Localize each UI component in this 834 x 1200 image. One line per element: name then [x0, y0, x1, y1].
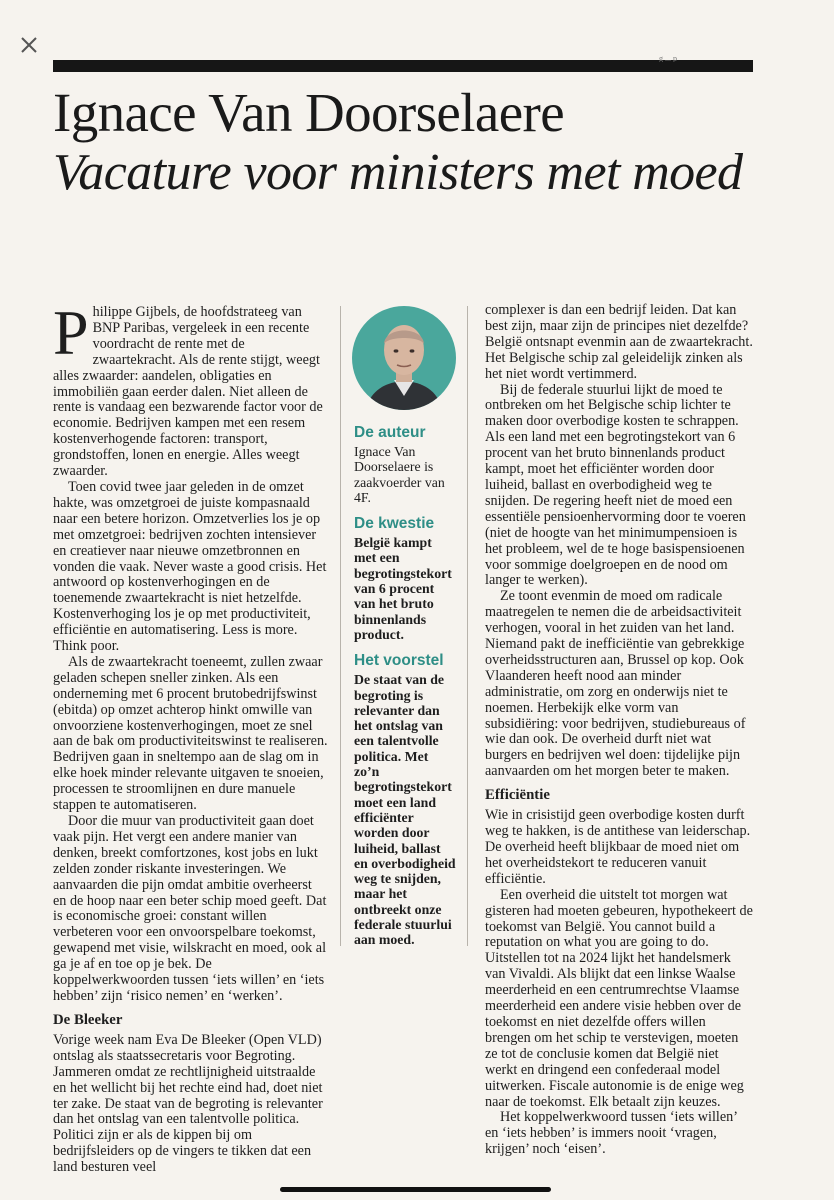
paragraph: Philippe Gijbels, de hoofdstrateeg van BNP Paribas, vergeleek in een recente voordracht de rente met de zwaartekracht. Als de rente stijgt, weegt alles zwaarder: aandelen, obligaties en immobiliën gaan eerder dalen. Niet alleen de rente is vandaag een bezwarende factor voor de economie. Bedrijven kampen met een resem kostenverhogende factoren: transport, grondstoffen, lonen en energie. Alles weegt zwaarder.	[53, 297, 323, 480]
paragraph: Door die muur van productiviteit gaan doet vaak pijn. Het vergt een andere manier van denken, breekt comfortzones, kost jobs en lukt zelden zonder riskante investeringen. We aanvaarden die pijn omdat ambitie overheerst en de hoop naar een beter schip moed geeft. Dat is economische groei: constant willen verbeteren voor een onvoorspelbare toekomst, gewapend met visie, wilskracht en moed, ook al ga je af en toe op je bek. De koppelwerkwoorden tussen ‘iets willen’ en ‘iets hebben’ zijn ‘risico nemen’ en ‘werken’.	[53, 813, 327, 1004]
sidebar-heading-auteur: De auteur	[354, 424, 426, 441]
paragraph: Wie in crisistijd geen overbodige kosten durft weg te hakken, is de antithese van leiderschap. De overheid heeft blijkbaar de moed niet om het overheidstekort te reduceren vanuit efficiëntie.	[485, 807, 751, 887]
paragraph: Een overheid die uitstelt tot morgen wat gisteren had moeten gebeuren, hypothekeert de toekomst van België. You cannot build a reputation on what you are going to do. Uitstellen tot na 2024 lijkt het handelsmerk van Vivaldi. Als blijkt dat een linkse Waalse meerderheid en een centrumrechtse Vlaamse meerderheid een andere visie hebben over de toekomst en niet dezelfde offers willen brengen om het schip te verstevigen, moeten ze tot de conclusie komen dat België niet werkt en dringend een confederaal model uitwerken. Fiscale autonomie is de enige weg naar de toekomst. Elk betaalt zijn keuzes.	[485, 886, 753, 1110]
author-name: Ignace Van Doorselaere	[53, 82, 565, 143]
column-divider	[340, 306, 341, 946]
paragraph: Het koppelwerkwoord tussen ‘iets willen’ en ‘iets hebben’ is immers nooit ‘vragen, krijgen’ noch ‘eisen’.	[485, 1109, 737, 1158]
subhead-de-bleeker: De Bleeker	[53, 1011, 123, 1028]
sidebar-text-auteur: Ignace Van Doorselaere is zaakvoerder van 4F.	[354, 444, 445, 505]
sidebar-heading-kwestie: De kwestie	[354, 515, 435, 533]
sidebar-heading-voorstel: Het voorstel	[354, 652, 444, 670]
paragraph: Vorige week nam Eva De Bleeker (Open VLD) ontslag als staatssecretaris voor Begroting. Jammeren omdat ze rechtlijnigheid uitstraalde en het wellicht bij het rechte eind had, doet niet ter zake. De staat van de begroting is relevanter dan het ontslag van een talentvolle politica. Politici zijn er als de kippen bij om bedrijfsleiders op de vingers te tikken dat een land besturen veel	[53, 1031, 323, 1176]
top-page-fragment: g ... p	[659, 56, 677, 62]
article-column-3	[485, 303, 753, 1158]
home-indicator[interactable]	[280, 1187, 551, 1192]
sidebar-text-kwestie: België kampt met een begrotingstekort van 6 procent van het bruto binnenlands product.	[354, 535, 452, 642]
paragraph: Als de zwaartekracht toeneemt, zullen zwaar geladen schepen sneller zinken. Als een onderneming met 6 procent brutobedrijfswinst (ebitda) op omzet achterop hinkt omwille van onvoorziene kostenverhogingen, moet ze snel aan de bak om productiviteitswinst te realiseren. Bedrijven gaan in sneltempo aan de slag om in elke hoek minder relevante uitgaven te snoeien, processen te stroomlijnen en dure manuele stappen te automatiseren.	[53, 653, 328, 814]
dropcap: P	[53, 297, 89, 368]
subhead-efficientie: Efficiëntie	[485, 787, 550, 804]
paragraph: Ze toont evenmin de moed om radicale maatregelen te nemen die de arbeidsactiviteit verhogen, vooral in het zuiden van het land. Niemand pakt de inefficiëntie van gebrekkige overheidsstructuren aan, Brussel op kop. Ook Vlaanderen heeft nood aan minder administratie, om zorg en onderwijs niet te noemen. Herbekijk elke vorm van subsidiëring: voor bedrijven, studiebureaus of wie dan ook. De overheid durft niet wat burgers en bedrijven wel doen: tijdelijke pijn aanvaarden om het morgen beter te maken.	[485, 588, 746, 780]
author-portrait	[352, 306, 456, 410]
headline: Vacature voor ministers met moed	[53, 144, 743, 201]
close-icon	[18, 34, 40, 56]
sidebar-text-voorstel: De staat van de begroting is relevanter dan het ontslag van een talentvolle politica. Met zo’n begrotingstekort moet een land efficiënter worden door luiheid, ballast en overbodigheid weg te snijden, maar het ontbreekt onze federale stuurlui aan moed.	[354, 672, 456, 948]
paragraph: complexer is dan een bedrijf leiden. Dat kan best zijn, maar zijn de principes niet dezelfde? België ontsnapt evenmin aan de zwaartekracht. Het Belgische schip zal geleidelijk zinken als het niet wordt vertimmerd.	[485, 302, 753, 382]
header-rule	[53, 56, 753, 72]
paragraph: Bij de federale stuurlui lijkt de moed te ontbreken om het Belgische schip lichter te maken door overbodige kosten te schrappen. Als een land met een begrotingstekort van 6 procent van het bruto binnenlands product kampt, moet het efficiënter worden door luiheid, ballast en overbodigheid weg te snijden. De regering heeft niet de moed een essentiële pensioenhervorming door te voeren (niet de hoogte van het minimumpensioen is het probleem, wel de te hoge basispensioenen voor sommige doelgroepen en de nood om langer te werken).	[485, 381, 746, 589]
article-column-1	[53, 297, 328, 1176]
close-button[interactable]	[18, 34, 40, 56]
paragraph: Toen covid twee jaar geleden in de omzet hakte, was omzetgroei de juiste kompasnaald naar een betere horizon. Omzetverlies los je op met omzetgroei: bedrijven zochten intensiever en creatiever naar nieuwe omzetbronnen en vonden die vaak. Never waste a good crisis. Het antwoord op kostenverhogingen en de toenemende zwaartekracht is niet hetzelfde. Kostenverhoging los je op met productiviteit, efficiëntie en automatisering. Less is more. Think poor.	[53, 478, 327, 655]
sidebar-box	[354, 306, 456, 948]
column-divider	[467, 306, 468, 946]
